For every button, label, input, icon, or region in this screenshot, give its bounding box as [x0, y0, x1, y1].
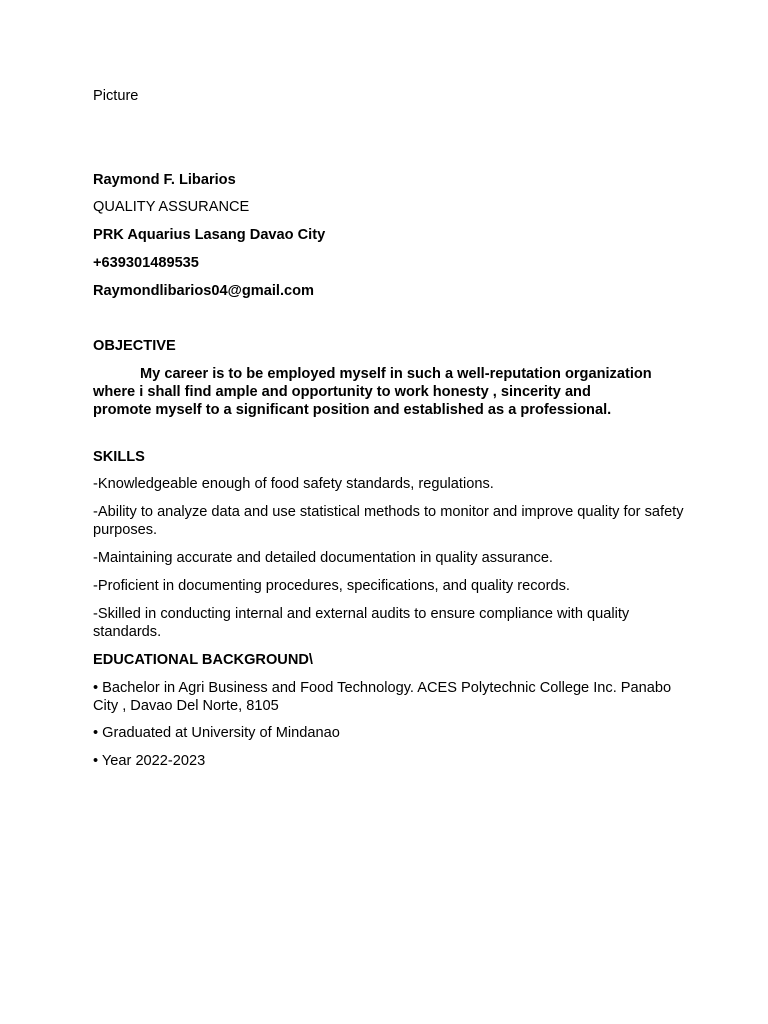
- skill-item: -Proficient in documenting procedures, specifications, and quality records.: [93, 578, 570, 594]
- education-item: • Graduated at University of Mindanao: [93, 725, 340, 741]
- picture-placeholder-label: Picture: [93, 88, 139, 104]
- phone-number: +639301489535: [93, 255, 199, 271]
- skill-item: -Maintaining accurate and detailed documentation in quality assurance.: [93, 550, 553, 566]
- skills-heading: SKILLS: [93, 449, 145, 465]
- applicant-name: Raymond F. Libarios: [93, 172, 236, 188]
- objective-heading: OBJECTIVE: [93, 338, 176, 354]
- skill-item: -Ability to analyze data and use statistical methods to monitor and improve quality for safety purposes.: [93, 504, 684, 538]
- education-heading: EDUCATIONAL BACKGROUND\: [93, 652, 313, 668]
- objective-text: My career is to be employed myself in such a well-reputation organization where i shall find ample and opportunity to work honesty , sincerity and promote myself to a significant position and established as a professional.: [93, 366, 652, 418]
- job-position: QUALITY ASSURANCE: [93, 199, 250, 215]
- email-address: Raymondlibarios04@gmail.com: [93, 283, 315, 299]
- skill-item: -Knowledgeable enough of food safety standards, regulations.: [93, 476, 494, 492]
- skill-item: -Skilled in conducting internal and external audits to ensure compliance with quality standards.: [93, 606, 630, 640]
- address: PRK Aquarius Lasang Davao City: [93, 227, 326, 243]
- education-item: • Year 2022-2023: [93, 753, 206, 769]
- education-item: • Bachelor in Agri Business and Food Technology. ACES Polytechnic College Inc. Panabo City , Davao Del Norte, 8105: [93, 680, 672, 714]
